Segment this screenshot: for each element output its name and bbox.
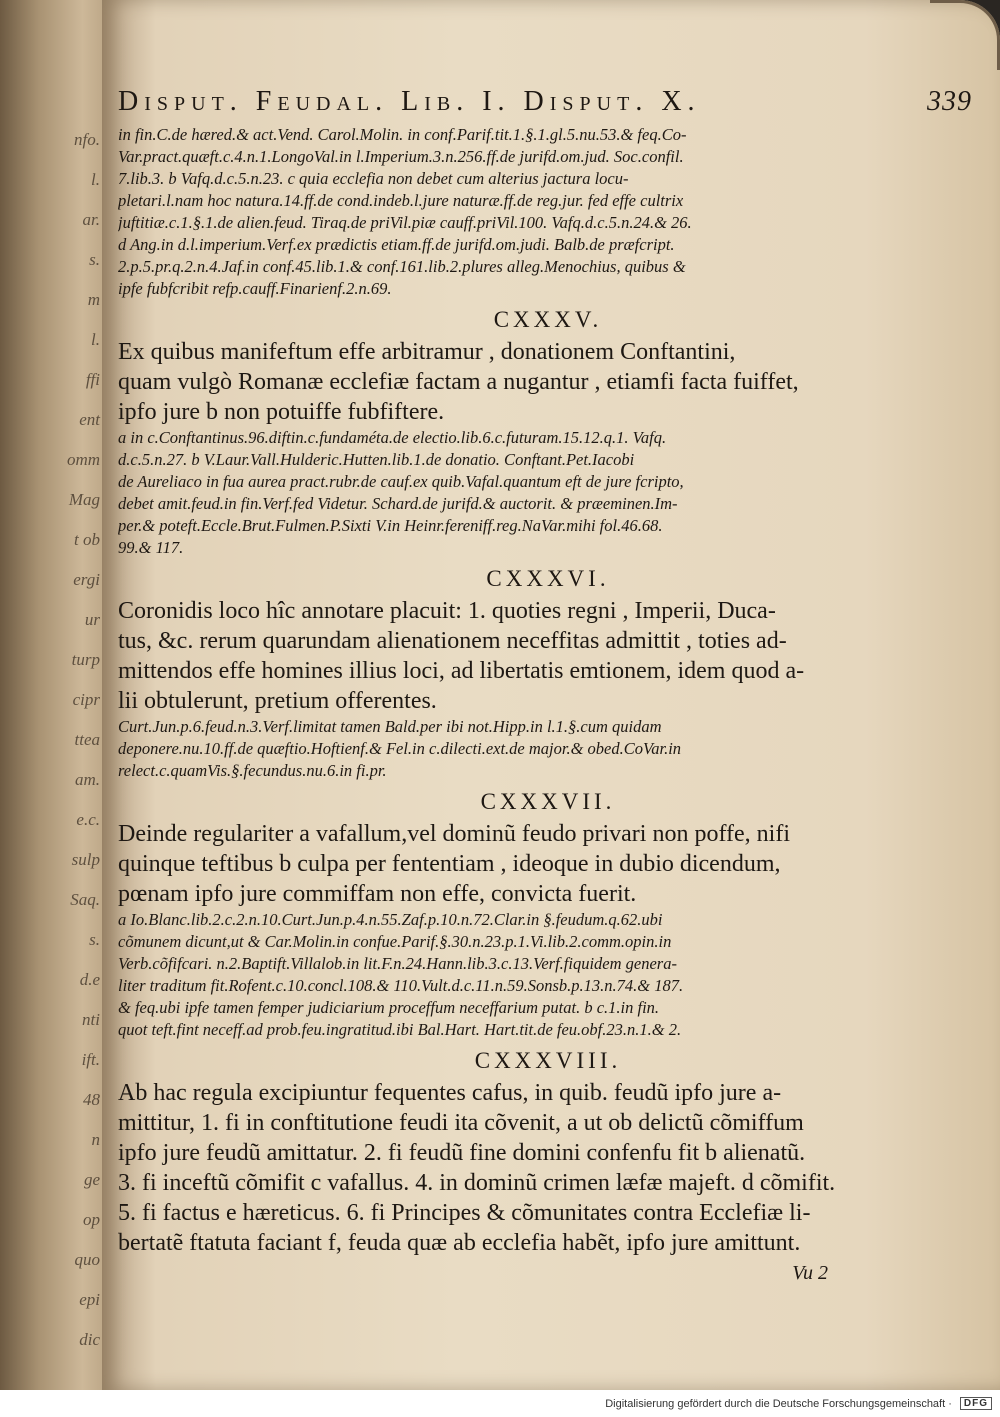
footnotes-137 [118, 909, 978, 1041]
page-text [118, 86, 978, 1285]
adjacent-page-fragment: Saq. [70, 890, 100, 909]
adjacent-page-fragment: turp [71, 650, 100, 669]
adjacent-page-fragment: ar. [82, 210, 100, 229]
body-line: mittendos effe homines illius loci, ad libertatis emtionem, idem quod a- [118, 658, 805, 684]
footnotes-135 [118, 427, 978, 559]
section-text-137 [118, 819, 978, 909]
footer-credit: Digitalisierung gefördert durch die Deutsche Forschungsgemeinschaft · [605, 1397, 952, 1410]
adjacent-page-fragment: l. [91, 330, 100, 349]
adjacent-page-fragment: s. [89, 930, 100, 949]
adjacent-page-fragment: quo [74, 1250, 100, 1269]
adjacent-page-fragment: sulp [71, 850, 100, 869]
adjacent-page-fragment: ent [79, 410, 100, 429]
adjacent-page-fragment: epi [79, 1290, 100, 1309]
digitization-footer [0, 1390, 1000, 1417]
body-line: lii obtulerunt, pretium offerentes. [118, 688, 437, 714]
adjacent-page-fragment: cipr [72, 690, 100, 709]
adjacent-page-fragment: ift. [81, 1050, 100, 1069]
section-number-136: CXXXVI. [486, 566, 610, 591]
body-line: 3. fi inceftũ cõmifit c vafallus. 4. in dominũ crimen læfæ majeft. d cõmifit. [118, 1170, 836, 1196]
book-page [102, 0, 1000, 1390]
adjacent-page-fragment: t ob [74, 530, 100, 549]
adjacent-page-fragment: ttea [74, 730, 100, 749]
footnotes-block-1 [118, 124, 978, 300]
footnote-line: liter traditum fit.Rofent.c.10.concl.108.& 110.Vult.d.c.11.n.59.Sonsb.p.13.n.74.& 187. [118, 976, 684, 995]
footnote-line: Var.pract.quæft.c.4.n.1.LongoVal.in l.Imperium.3.n.256.ff.de jurifd.om.jud. Soc.confil. [118, 147, 684, 166]
page-number: 339 [927, 86, 972, 117]
body-line: mittitur, 1. fi in conftitutione feudi ita cõvenit, a ut ob delictũ cõmiffum [118, 1110, 804, 1136]
section-text-135 [118, 337, 978, 427]
footnote-line: d Ang.in d.l.imperium.Verf.ex prædictis etiam.ff.de jurifd.om.judi. Balb.de præfcript. [118, 235, 675, 254]
footnote-line: a in c.Conftantinus.96.diftin.c.fundaméta.de electio.lib.6.c.futuram.15.12.q.1. Vafq. [118, 428, 667, 447]
footnote-line: cõmunem dicunt,ut & Car.Molin.in confue.Parif.§.30.n.23.p.1.Vi.lib.2.comm.opin.in [118, 932, 672, 951]
adjacent-page-fragment: m [87, 290, 100, 309]
footnote-line: 2.p.5.pr.q.2.n.4.Jaf.in conf.45.lib.1.& conf.161.lib.2.plures alleg.Menochius, quibus & [118, 257, 686, 276]
adjacent-page-fragment: s. [89, 250, 100, 269]
footnote-line: 7.lib.3. b Vafq.d.c.5.n.23. c quia ecclefia non debet cum alterius jactura locu- [118, 169, 629, 188]
adjacent-page-fragment: ergi [73, 570, 100, 589]
footnote-line: juftitiæ.c.1.§.1.de alien.feud. Tiraq.de priVil.piæ cauff.priVil.100. Vafq.d.c.5.n.24.& 26. [118, 213, 692, 232]
footnotes-136 [118, 716, 978, 782]
section-number-137: CXXXVII. [480, 789, 616, 814]
running-header [118, 86, 978, 118]
body-line: 5. fi factus e hæreticus. 6. fi Principes & cõmunitates contra Ecclefiæ li- [118, 1200, 811, 1226]
dfg-logo: DFG [960, 1397, 992, 1410]
body-line: quam vulgò Romanæ ecclefiæ factam a nugantur , etiamfi facta fuiffet, [118, 369, 799, 395]
running-title: Disput. Feudal. Lib. I. Disput. X. [118, 86, 701, 117]
body-line: ipfo jure b non potuiffe fubfiftere. [118, 399, 445, 425]
adjacent-page-fragment: Mag [68, 490, 100, 509]
signature-mark: Vu 2 [792, 1262, 828, 1284]
footnote-line: Verb.cõfifcari. n.2.Baptift.Villalob.in lit.F.n.24.Hann.lib.3.c.13.Verf.fiquidem genera- [118, 954, 677, 973]
adjacent-page-fragment: d.e [79, 970, 100, 989]
footnote-line: & feq.ubi ipfe tamen femper judiciarium proceffum neceffarium putat. b c.1.in fin. [118, 998, 660, 1017]
section-text-138 [118, 1078, 978, 1258]
footnote-line: relect.c.quamVis.§.fecundus.nu.6.in fi.pr. [118, 761, 387, 780]
adjacent-page-fragment: 48 [83, 1090, 100, 1109]
body-line: Ex quibus manifeftum effe arbitramur , donationem Conftantini, [118, 339, 736, 365]
footnote-line: d.c.5.n.27. b V.Laur.Vall.Hulderic.Hutten.lib.1.de donatio. Conftant.Pet.Iacobi [118, 450, 635, 469]
section-number-135: CXXXV. [493, 307, 603, 332]
footnote-line: ipfe fubfcribit refp.cauff.Finarienf.2.n.69. [118, 279, 392, 298]
footnote-line: a Io.Blanc.lib.2.c.2.n.10.Curt.Jun.p.4.n.55.Zaf.p.10.n.72.Clar.in §.feudum.q.62.ubi [118, 910, 663, 929]
footnote-line: deponere.nu.10.ff.de quæftio.Hoftienf.& Fel.in c.dilecti.ext.de major.& obed.CoVar.in [118, 739, 682, 758]
adjacent-page-fragment: l. [91, 170, 100, 189]
body-line: Deinde regulariter a vafallum,vel dominũ feudo privari non poffe, nifi [118, 821, 790, 847]
footnote-line: in fin.C.de hæred.& act.Vend. Carol.Molin. in conf.Parif.tit.1.§.1.gl.5.nu.53.& feq.Co- [118, 125, 687, 144]
page-corner [930, 0, 1000, 70]
adjacent-page-strip [0, 0, 110, 1390]
adjacent-page-fragment: e.c. [76, 810, 100, 829]
footnote-line: 99.& 117. [118, 538, 184, 557]
adjacent-page-fragment: omm [66, 450, 100, 469]
body-line: ipfo jure feudũ amittatur. 2. fi feudũ fine domini confenfu fit b alienatũ. [118, 1140, 806, 1166]
adjacent-page-fragment: ge [83, 1170, 100, 1189]
section-number-138: CXXXVIII. [474, 1048, 622, 1073]
body-line: bertatẽ ftatuta faciant f, feuda quæ ab ecclefia habẽt, ipfo jure amittunt. [118, 1230, 801, 1256]
adjacent-page-fragment: dic [79, 1330, 100, 1349]
footnote-line: de Aureliaco in fua aurea pract.rubr.de cauf.ex quib.Vafal.quantum eft de jure fcripto, [118, 472, 684, 491]
footnote-line: pletari.l.nam hoc natura.14.ff.de cond.indeb.l.jure naturæ.ff.de reg.jur. fed effe cultrix [118, 191, 684, 210]
footnote-line: quot teft.fint neceff.ad prob.feu.ingratitud.ibi Bal.Hart. Hart.tit.de feu.obf.23.n.1.& 2. [118, 1020, 682, 1039]
adjacent-page-fragment: op [83, 1210, 100, 1229]
adjacent-page-fragment: nfo. [74, 130, 100, 149]
body-line: pœnam ipfo jure commiffam non effe, convicta fuerit. [118, 881, 637, 907]
footnote-line: Curt.Jun.p.6.feud.n.3.Verf.limitat tamen Bald.per ibi not.Hipp.in l.1.§.cum quidam [118, 717, 662, 736]
adjacent-page-fragment: ffi [85, 370, 100, 389]
adjacent-page-fragment: ur [84, 610, 100, 629]
body-line: tus, &c. rerum quarundam alienationem neceffitas admittit , toties ad- [118, 628, 787, 654]
adjacent-page-fragment: n [91, 1130, 100, 1149]
footnote-line: per.& poteft.Eccle.Brut.Fulmen.P.Sixti V.in Heinr.fereniff.reg.NaVar.mihi fol.46.68. [118, 516, 663, 535]
body-line: quinque teftibus b culpa per fententiam , ideoque in dubio dicendum, [118, 851, 781, 877]
body-line: Coronidis loco hîc annotare placuit: 1. quoties regni , Imperii, Duca- [118, 598, 776, 624]
body-line: Ab hac regula excipiuntur fequentes cafus, in quib. feudũ ipfo jure a- [118, 1080, 782, 1106]
footnote-line: debet amit.feud.in fin.Verf.fed Videtur. Schard.de jurifd.& auctorit. & præeminen.Im- [118, 494, 678, 513]
adjacent-page-fragment: am. [74, 770, 100, 789]
section-text-136 [118, 596, 978, 716]
adjacent-page-fragment: nti [82, 1010, 100, 1029]
